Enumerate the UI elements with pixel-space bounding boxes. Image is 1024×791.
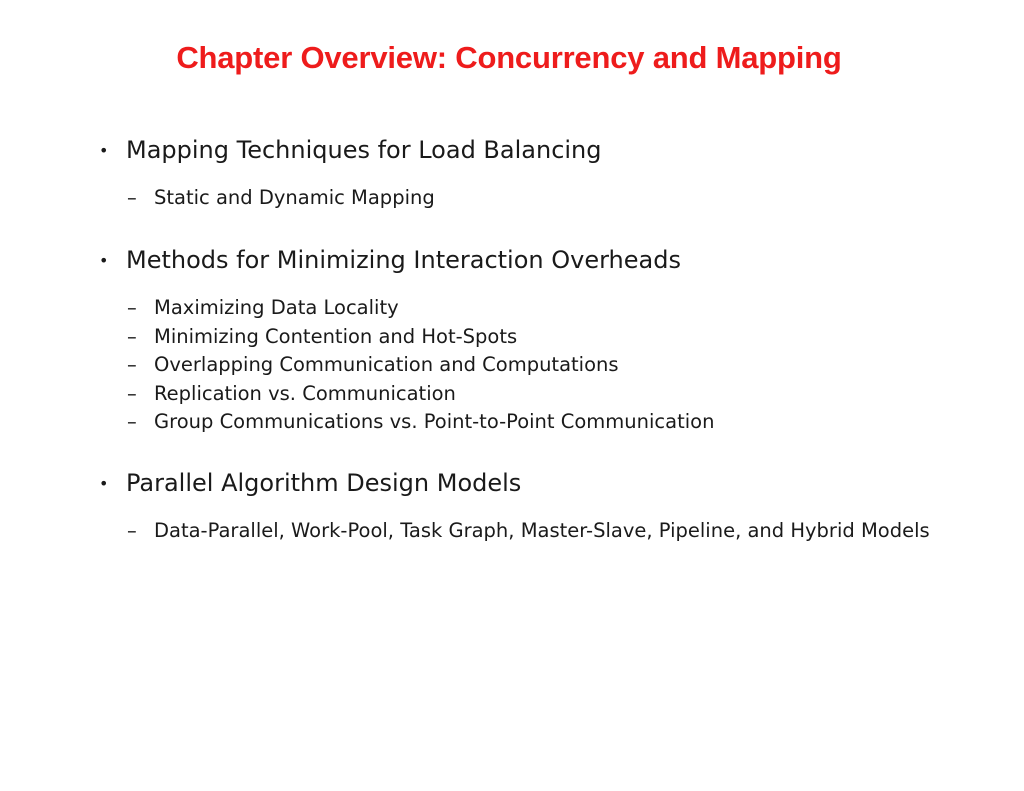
section-heading: Methods for Minimizing Interaction Overheads xyxy=(126,246,681,274)
bullet-icon: • xyxy=(99,251,109,270)
sub-list xyxy=(127,184,979,213)
sub-list xyxy=(127,294,979,437)
section-heading: Parallel Algorithm Design Models xyxy=(126,469,522,497)
dash-icon: – xyxy=(127,186,137,209)
section-heading-row xyxy=(99,469,979,501)
dash-icon: – xyxy=(127,296,137,319)
bullet-icon: • xyxy=(99,141,109,160)
section-heading-row xyxy=(99,246,979,278)
list-item xyxy=(127,184,979,213)
section-design-models xyxy=(99,469,979,546)
dash-icon: – xyxy=(127,381,137,405)
bullet-icon: • xyxy=(99,474,109,493)
section-mapping-techniques xyxy=(99,136,979,213)
dash-icon: – xyxy=(127,324,137,348)
list-item-text: Minimizing Contention and Hot-Spots xyxy=(154,324,518,348)
list-item xyxy=(127,517,979,546)
list-item-text: Replication vs. Communication xyxy=(154,381,456,405)
dash-icon: – xyxy=(127,410,137,433)
section-heading-row xyxy=(99,136,979,168)
dash-icon: – xyxy=(127,519,137,542)
list-item xyxy=(127,380,979,409)
section-heading: Mapping Techniques for Load Balancing xyxy=(126,136,602,164)
list-item-text: Static and Dynamic Mapping xyxy=(154,186,435,209)
section-interaction-overheads xyxy=(99,246,979,437)
list-item xyxy=(127,294,979,323)
dash-icon: – xyxy=(127,353,137,376)
sub-list xyxy=(127,517,979,546)
list-item-text: Data-Parallel, Work-Pool, Task Graph, Master-Slave, Pipeline, and Hybrid Models xyxy=(154,519,930,542)
list-item-text: Overlapping Communication and Computations xyxy=(154,353,619,376)
list-item-text: Maximizing Data Locality xyxy=(154,296,399,319)
list-item xyxy=(127,408,979,437)
list-item xyxy=(127,351,979,380)
slide-title: Chapter Overview: Concurrency and Mapping xyxy=(176,40,842,75)
list-item xyxy=(127,323,979,352)
list-item-text: Group Communications vs. Point-to-Point Communication xyxy=(154,410,715,433)
